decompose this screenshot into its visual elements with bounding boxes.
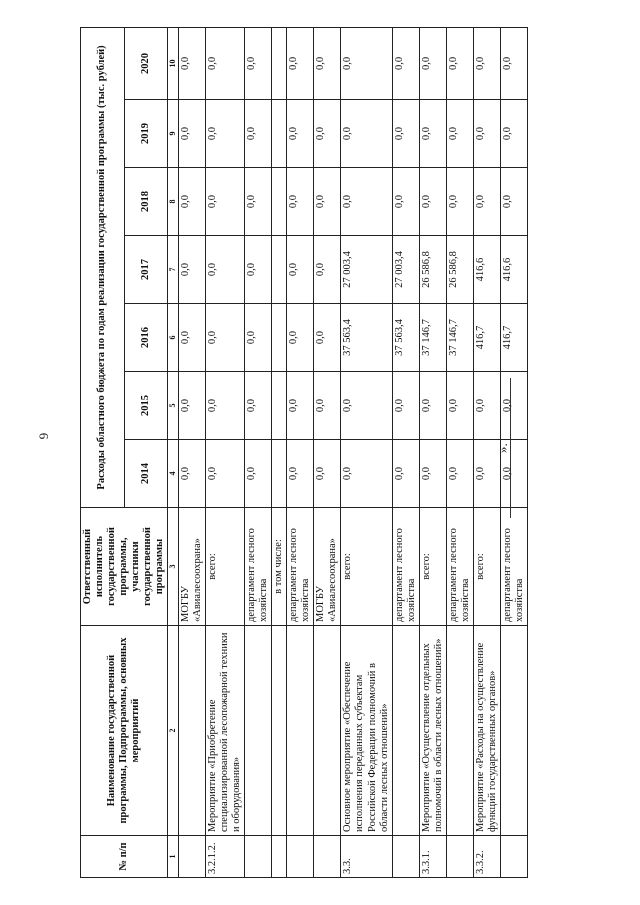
row-value: 0,0	[501, 27, 528, 99]
row-value: 0,0	[244, 372, 271, 440]
table-row	[272, 27, 287, 877]
row-value: 0,0	[419, 168, 446, 236]
row-value: 0,0	[392, 100, 419, 168]
row-value: 416,6	[474, 236, 501, 304]
row-value: 0,0	[244, 236, 271, 304]
table-row	[314, 27, 341, 877]
header-index: 2	[168, 626, 178, 836]
row-name	[244, 626, 271, 836]
row-number	[244, 836, 271, 878]
row-value: 0,0	[205, 372, 244, 440]
row-value: 0,0	[501, 440, 528, 508]
row-name	[392, 626, 419, 836]
row-value: 0,0	[178, 168, 205, 236]
row-value: 0,0	[419, 100, 446, 168]
header-name: Наименование государственной программы, Подпрограммы, основных мероприятий	[81, 626, 168, 836]
header-index: 10	[168, 27, 178, 99]
header-index: 9	[168, 100, 178, 168]
row-value: 0,0	[341, 27, 392, 99]
row-value: 0,0	[419, 440, 446, 508]
row-value: 0,0	[244, 100, 271, 168]
row-name	[178, 626, 205, 836]
rotated-table-sheet	[80, 28, 560, 878]
row-executor: всего:	[205, 508, 244, 626]
row-executor: департамент лесного хозяйства	[287, 508, 314, 626]
row-name: Основное мероприятие «Обеспечение исполнения переданных субъектам Российской Федерации полномочий в области лесных отношений»	[341, 626, 392, 836]
row-value: 0,0	[205, 100, 244, 168]
row-value: 0,0	[474, 440, 501, 508]
row-value: 0,0	[501, 100, 528, 168]
row-value: 0,0	[205, 168, 244, 236]
row-value: 27 003,4	[341, 236, 392, 304]
row-number	[272, 836, 287, 878]
row-value	[272, 236, 287, 304]
row-value: 0,0	[244, 27, 271, 99]
row-value: 416,6	[501, 236, 528, 304]
row-value	[272, 372, 287, 440]
footer-mark: ».	[495, 443, 510, 453]
row-value: 0,0	[205, 27, 244, 99]
row-number	[392, 836, 419, 878]
header-index: 1	[168, 836, 178, 878]
row-value: 0,0	[392, 372, 419, 440]
row-name	[446, 626, 473, 836]
row-value: 0,0	[178, 304, 205, 372]
row-value: 0,0	[446, 100, 473, 168]
row-value: 0,0	[178, 100, 205, 168]
budget-table	[80, 27, 528, 878]
row-value: 0,0	[392, 168, 419, 236]
table-row	[392, 27, 419, 877]
row-name	[272, 626, 287, 836]
row-value: 0,0	[419, 27, 446, 99]
row-value: 37 146,7	[446, 304, 473, 372]
table-row	[287, 27, 314, 877]
row-value: 0,0	[341, 100, 392, 168]
row-value: 0,0	[446, 372, 473, 440]
header-year: 2017	[124, 236, 168, 304]
row-value: 416,7	[474, 304, 501, 372]
row-value: 0,0	[501, 372, 528, 440]
row-value: 0,0	[314, 27, 341, 99]
table-row	[341, 27, 392, 877]
header-year: 2015	[124, 372, 168, 440]
table-row	[446, 27, 473, 877]
header-index: 4	[168, 440, 178, 508]
row-value: 0,0	[244, 440, 271, 508]
row-value	[272, 168, 287, 236]
row-name	[314, 626, 341, 836]
row-number: 3.3.2.	[474, 836, 501, 878]
header-year: 2020	[124, 27, 168, 99]
row-value: 0,0	[287, 440, 314, 508]
row-number: 3.3.	[341, 836, 392, 878]
row-value: 0,0	[287, 304, 314, 372]
header-index: 7	[168, 236, 178, 304]
header-index: 3	[168, 508, 178, 626]
header-executor: Ответственный исполнитель государственной программы, участники государственной программы	[81, 508, 168, 626]
row-value: 416,7	[501, 304, 528, 372]
row-executor: всего:	[341, 508, 392, 626]
row-value: 0,0	[205, 236, 244, 304]
row-value: 0,0	[314, 440, 341, 508]
row-value: 0,0	[341, 168, 392, 236]
row-number	[446, 836, 473, 878]
header-num: № п/п	[81, 836, 168, 878]
row-value: 37 146,7	[419, 304, 446, 372]
row-value: 0,0	[287, 372, 314, 440]
row-value: 0,0	[501, 168, 528, 236]
row-value: 0,0	[205, 440, 244, 508]
row-value: 0,0	[419, 372, 446, 440]
row-value: 0,0	[446, 27, 473, 99]
row-name	[287, 626, 314, 836]
row-value: 0,0	[178, 27, 205, 99]
row-number: 3.2.1.2.	[205, 836, 244, 878]
row-number	[287, 836, 314, 878]
row-executor: всего:	[474, 508, 501, 626]
header-index: 8	[168, 168, 178, 236]
row-value: 37 563,4	[392, 304, 419, 372]
row-value: 0,0	[392, 440, 419, 508]
header-year: 2019	[124, 100, 168, 168]
row-executor: МОГБУ «Авиалесоохрана»	[314, 508, 341, 626]
header-year: 2018	[124, 168, 168, 236]
row-value: 26 586,8	[446, 236, 473, 304]
row-value: 0,0	[314, 372, 341, 440]
header-year: 2016	[124, 304, 168, 372]
header-index: 5	[168, 372, 178, 440]
row-number	[501, 836, 528, 878]
row-value: 27 003,4	[392, 236, 419, 304]
row-value: 0,0	[392, 27, 419, 99]
row-value: 0,0	[314, 304, 341, 372]
row-executor: департамент лесного хозяйства	[501, 508, 528, 626]
table-row	[244, 27, 271, 877]
table-row	[419, 27, 446, 877]
row-value: 37 563,4	[341, 304, 392, 372]
row-number	[314, 836, 341, 878]
row-value: 0,0	[314, 168, 341, 236]
header-index: 6	[168, 304, 178, 372]
row-value: 0,0	[341, 440, 392, 508]
row-value: 0,0	[314, 236, 341, 304]
row-value: 0,0	[287, 236, 314, 304]
row-value: 0,0	[287, 100, 314, 168]
row-executor: всего:	[419, 508, 446, 626]
row-number	[178, 836, 205, 878]
row-value: 0,0	[314, 100, 341, 168]
header-year: 2014	[124, 440, 168, 508]
row-value: 0,0	[446, 440, 473, 508]
row-value: 0,0	[474, 27, 501, 99]
row-value: 0,0	[474, 372, 501, 440]
row-value: 0,0	[474, 100, 501, 168]
row-value: 0,0	[205, 304, 244, 372]
header-expenses: Расходы областного бюджета по годам реализации государственной программы (тыс. рублей)	[81, 27, 125, 507]
row-name: Мероприятие «Осуществление отдельных полномочий в области лесных отношений»	[419, 626, 446, 836]
row-value: 0,0	[341, 372, 392, 440]
row-executor: департамент лесного хозяйства	[244, 508, 271, 626]
row-name: Мероприятие «Приобретение специализированной лесопожарной техники и оборудования»	[205, 626, 244, 836]
row-value: 0,0	[178, 372, 205, 440]
row-executor: департамент лесного хозяйства	[446, 508, 473, 626]
row-name: Мероприятие «Расходы на осуществление функций государственных органов»	[474, 626, 501, 836]
row-value: 0,0	[244, 304, 271, 372]
page-number: 6	[36, 432, 52, 440]
row-number: 3.3.1.	[419, 836, 446, 878]
row-value: 0,0	[244, 168, 271, 236]
row-value: 0,0	[287, 27, 314, 99]
row-value	[272, 440, 287, 508]
row-executor: МОГБУ «Авиалесоохрана»	[178, 508, 205, 626]
table-row	[205, 27, 244, 877]
row-value	[272, 27, 287, 99]
row-value: 0,0	[178, 236, 205, 304]
row-value: 0,0	[178, 440, 205, 508]
row-value	[272, 100, 287, 168]
row-executor: департамент лесного хозяйства	[392, 508, 419, 626]
row-value	[272, 304, 287, 372]
row-name	[501, 626, 528, 836]
row-value: 26 586,8	[419, 236, 446, 304]
row-value: 0,0	[446, 168, 473, 236]
row-value: 0,0	[287, 168, 314, 236]
table-row	[178, 27, 205, 877]
row-executor: в том числе:	[272, 508, 287, 626]
row-value: 0,0	[474, 168, 501, 236]
